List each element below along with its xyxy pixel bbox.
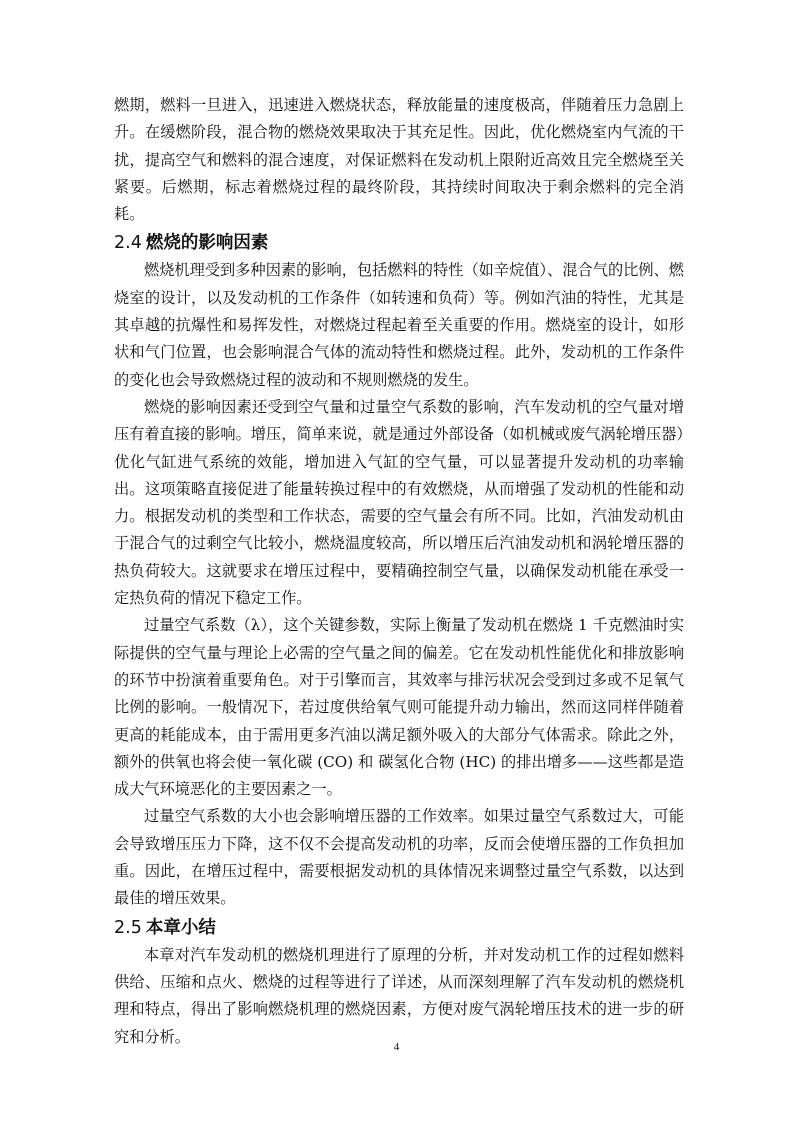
paragraph-chapter-summary: 本章对汽车发动机的燃烧机理进行了原理的分析，并对发动机工作的过程如燃料供给、压缩和点火、燃烧的过程等进行了详述，从而深刻理解了汽车发动机的燃烧机理和特点，得出了影响燃烧机理的燃烧因素，方便对废气涡轮增压技术的进一步的研究和分析。 [114, 945, 684, 1046]
section-title: 本章小结 [145, 917, 216, 938]
section-number: 2.5 [114, 917, 142, 938]
section-number: 2.4 [114, 233, 142, 254]
page-number: 4 [393, 1041, 400, 1053]
section-title: 燃烧的影响因素 [145, 233, 269, 254]
section-heading-2-4 [114, 230, 684, 256]
paragraph-excess-air-coefficient: 过量空气系数（λ），这个关键参数，实际上衡量了发动机在燃烧 1 千克燃油时实际提供的空气量与理论上必需的空气量之间的偏差。它在发动机性能优化和排放影响的环节中扮演着重要角色。对于引擎而言，其效率与排污状况会受到过多或不足氧气比例的影响。一般情况下，若过度供给氧气则可能提升动力输出，然而这同样伴随着更高的耗能成本，由于需用更多汽油以满足额外吸入的大部分气体需求。除此之外，额外的供氧也将会使一氧化碳 (CO) 和 碳氢化合物 (HC) 的排出增多——这些都是造成大气环境恶化的主要因素之一。 [114, 616, 684, 799]
section-heading-2-5 [114, 915, 684, 941]
page-body [114, 92, 684, 1051]
paragraph-turbo-efficiency: 过量空气系数的大小也会影响增压器的工作效率。如果过量空气系数过大，可能会导致增压压力下降，这不仅不会提高发动机的功率，反而会使增压器的工作负担加重。因此，在增压过程中，需要根据发动机的具体情况来调整过量空气系数，以达到最佳的增压效果。 [114, 807, 684, 908]
paragraph-factors: 燃烧机理受到多种因素的影响，包括燃料的特性（如辛烷值）、混合气的比例、燃烧室的设计，以及发动机的工作条件（如转速和负荷）等。例如汽油的特性，尤其是其卓越的抗爆性和易挥发性，对燃烧过程起着至关重要的作用。燃烧室的设计，如形状和气门位置，也会影响混合气体的流动特性和燃烧过程。此外，发动机的工作条件的变化也会导致燃烧过程的波动和不规则燃烧的发生。 [114, 261, 684, 389]
paragraph-air-quantity: 燃烧的影响因素还受到空气量和过量空气系数的影响，汽车发动机的空气量对增压有着直接的影响。增压，简单来说，就是通过外部设备（如机械或废气涡轮增压器）优化气缸进气系统的效能，增加进入气缸的空气量，可以显著提升发动机的功率输出。这项策略直接促进了能量转换过程中的有效燃烧，从而增强了发动机的性能和动力。根据发动机的类型和工作状态，需要的空气量会有所不同。比如，汽油发动机由于混合气的过剩空气比较小，燃烧温度较高，所以增压后汽油发动机和涡轮增压器的热负荷较大。这就要求在增压过程中，要精确控制空气量，以确保发动机能在承受一定热负荷的情况下稳定工作。 [114, 397, 684, 608]
paragraph-intro: 燃期，燃料一旦进入，迅速进入燃烧状态，释放能量的速度极高，伴随着压力急剧上升。在缓燃阶段，混合物的燃烧效果取决于其充足性。因此，优化燃烧室内气流的干扰，提高空气和燃料的混合速度，对保证燃料在发动机上限附近高效且完全燃烧至关紧要。后燃期，标志着燃烧过程的最终阶段，其持续时间取决于剩余燃料的完全消耗。 [114, 96, 684, 224]
